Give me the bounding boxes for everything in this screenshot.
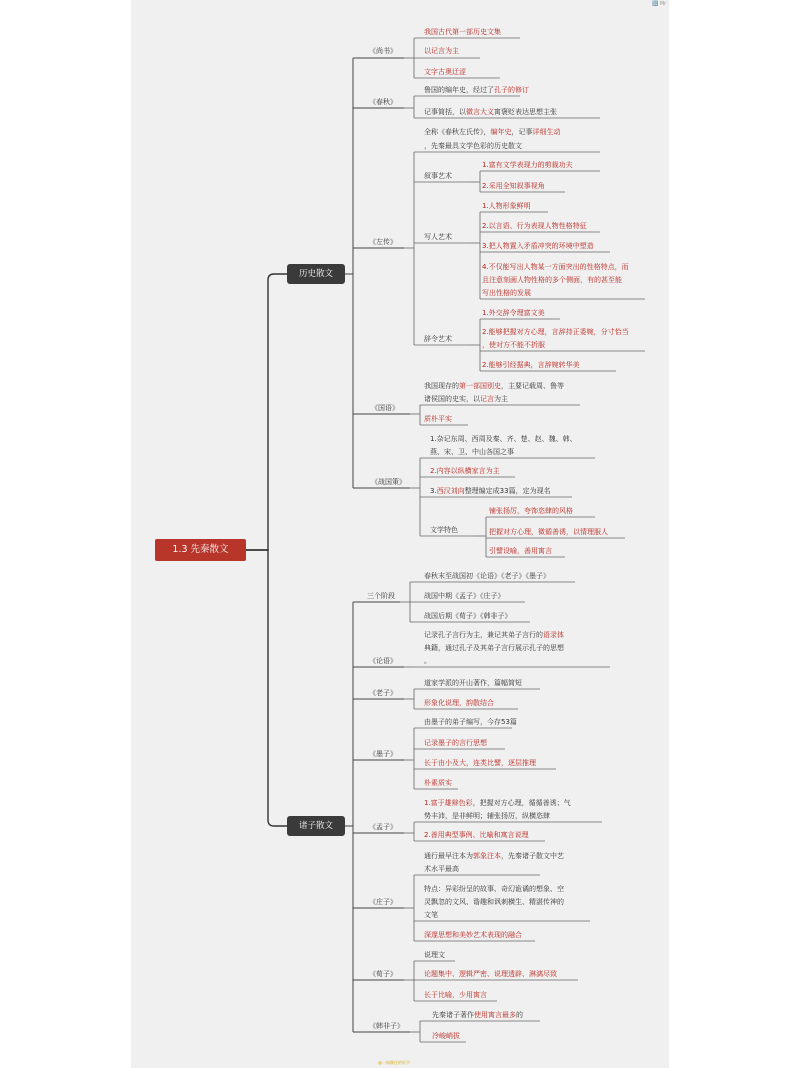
leaf: 2.能够把握对方心理，言辞持正委婉，分寸恰当 xyxy=(482,328,629,336)
connector xyxy=(246,550,287,826)
leaf: 势丰沛，是非鲜明；辅张扬厉，纵横恣肆 xyxy=(424,812,550,820)
node-lunyu[interactable]: 《论语》 xyxy=(369,657,397,665)
leaf: 通行最早注本为郭象注本，先秦诸子散文中艺 xyxy=(424,852,564,860)
leaf: 且注意刻画人物性格的多个侧面，有的甚至能 xyxy=(482,276,622,284)
leaf: 。 xyxy=(424,657,431,665)
group-literary-features[interactable]: 文学特色 xyxy=(430,526,458,534)
leaf: 文字古奥迂涩 xyxy=(424,68,466,76)
node-hanfeizi[interactable]: 《韩非子》 xyxy=(369,1022,404,1030)
node-three-stages[interactable]: 三个阶段 xyxy=(367,592,395,600)
leaf: 战国中期《孟子》《庄子》 xyxy=(424,592,505,600)
leaf: 1.杂记东周、西周及秦、齐、楚、赵、魏、韩、 xyxy=(430,435,577,443)
leaf: 记录墨子的言行思想 xyxy=(424,739,487,747)
leaf: 燕、宋、卫、中山各国之事 xyxy=(430,448,514,456)
node-shangshu[interactable]: 《尚书》 xyxy=(369,47,397,55)
leaf: 2.采用全知叙事视角 xyxy=(482,182,545,190)
leaf: 质朴平实 xyxy=(424,415,452,423)
leaf: 我国现存的第一部国别史，主要记载周、鲁等 xyxy=(424,382,564,390)
node-xunzi[interactable]: 《荀子》 xyxy=(369,970,397,978)
leaf: 4.不仅能写出人物某一方面突出的性格特点，而 xyxy=(482,263,629,271)
node-zhanguoce[interactable]: 《战国策》 xyxy=(371,478,406,486)
leaf: 先秦诸子著作使用寓言最多的 xyxy=(432,1011,523,1019)
leaf: 记事简括，以微言大义寓褒贬表达思想主张 xyxy=(424,108,557,116)
leaf: 记录孔子言行为主，兼记其弟子言行的语录体 xyxy=(424,631,564,639)
leaf: 特点：异彩纷呈的故事、奇幻诡谲的想象、空 xyxy=(424,885,564,893)
root-node[interactable]: 1.3 先秦散文 xyxy=(155,539,246,561)
leaf: 2.内容以纵横家言为主 xyxy=(430,467,500,475)
leaf: 1.外交辞令理富文美 xyxy=(482,309,545,317)
node-guoyu[interactable]: 《国语》 xyxy=(371,404,399,412)
leaf: ，使对方不能不折服 xyxy=(482,341,545,349)
leaf: 灵飘忽的文风、谐趣和讽刺横生、精湛传神的 xyxy=(424,898,564,906)
leaf: 把握对方心理，微循善诱，以情理服人 xyxy=(489,528,608,536)
leaf: 诸侯国的史实，以记言为主 xyxy=(424,395,508,403)
leaf: 战国后期《荀子》《韩非子》 xyxy=(424,612,512,620)
leaf: 长于由小及大，连类比譬，逐层推理 xyxy=(424,759,536,767)
group-narrative[interactable]: 叙事艺术 xyxy=(424,172,452,180)
leaf: 冷峻峭拔 xyxy=(432,1032,460,1040)
leaf: 春秋末至战国初《论语》《老子》《墨子》 xyxy=(424,572,550,580)
branch-history-prose[interactable]: 历史散文 xyxy=(287,264,345,284)
leaf: ，先秦最具文学色彩的历史散文 xyxy=(424,142,522,150)
leaf: 深邃思想和美妙艺术表现的融合 xyxy=(424,931,522,939)
leaf: 长于比喻，少用寓言 xyxy=(424,991,487,999)
corner-signature: 🔣 Mr xyxy=(652,1,667,7)
node-laozi[interactable]: 《老子》 xyxy=(369,689,397,697)
leaf: 铺张扬厉，夸饰恣肆的风格 xyxy=(489,507,573,515)
node-zuozhuan[interactable]: 《左传》 xyxy=(369,238,397,246)
leaf: 朴素质实 xyxy=(424,779,452,787)
footer-watermark: @一如既往的好学 xyxy=(378,1060,410,1065)
node-mozi[interactable]: 《墨子》 xyxy=(369,750,397,758)
leaf: 文笔 xyxy=(424,911,438,919)
branch-philosophers-prose[interactable]: 诸子散文 xyxy=(287,816,345,836)
group-portrayal[interactable]: 写人艺术 xyxy=(424,233,452,241)
leaf: 形象化说理，韵散结合 xyxy=(424,699,494,707)
leaf: 鲁国的编年史，经过了孔子的修订 xyxy=(424,86,529,94)
leaf: 引譬设喻，善用寓言 xyxy=(489,547,552,555)
leaf: 1.富有文学表现力的剪裁功夫 xyxy=(482,161,573,169)
leaf: 由墨子的弟子编写，今存53篇 xyxy=(424,718,517,726)
group-rhetoric[interactable]: 辞令艺术 xyxy=(424,335,452,343)
leaf: 说理文 xyxy=(424,951,445,959)
leaf: 我国古代第一部历史文集 xyxy=(424,28,501,36)
leaf: 1.富于雄辩色彩，把握对方心理，循循善诱；气 xyxy=(424,799,571,807)
node-zhuangzi[interactable]: 《庄子》 xyxy=(369,898,397,906)
leaf: 2.以言语、行为表现人物性格特征 xyxy=(482,222,587,230)
leaf: 术水平最高 xyxy=(424,865,459,873)
leaf: 2.善用典型事例、比喻和寓言说理 xyxy=(424,831,529,839)
leaf: 以记言为主 xyxy=(424,47,459,55)
connector xyxy=(246,274,287,550)
node-mengzi[interactable]: 《孟子》 xyxy=(369,823,397,831)
leaf: 写出性格的发展 xyxy=(482,289,531,297)
leaf: 典籍，通过孔子及其弟子言行展示孔子的思想 xyxy=(424,644,564,652)
leaf: 3.西汉刘向整理编定成33篇，定为现名 xyxy=(430,487,551,495)
leaf: 2.能够引经据典，言辞婉转华美 xyxy=(482,361,580,369)
leaf: 论题集中、逻辑严密、说理透辟、淋漓尽致 xyxy=(424,970,557,978)
leaf: 道家学派的开山著作，篇幅简短 xyxy=(424,679,522,687)
leaf: 3.把人物置入矛盾冲突的环境中塑造 xyxy=(482,242,594,250)
node-chunqiu[interactable]: 《春秋》 xyxy=(369,98,397,106)
leaf: 全称《春秋左氏传》，编年史，记事详细生动 xyxy=(424,128,561,136)
leaf: 1.人物形象鲜明 xyxy=(482,202,531,210)
